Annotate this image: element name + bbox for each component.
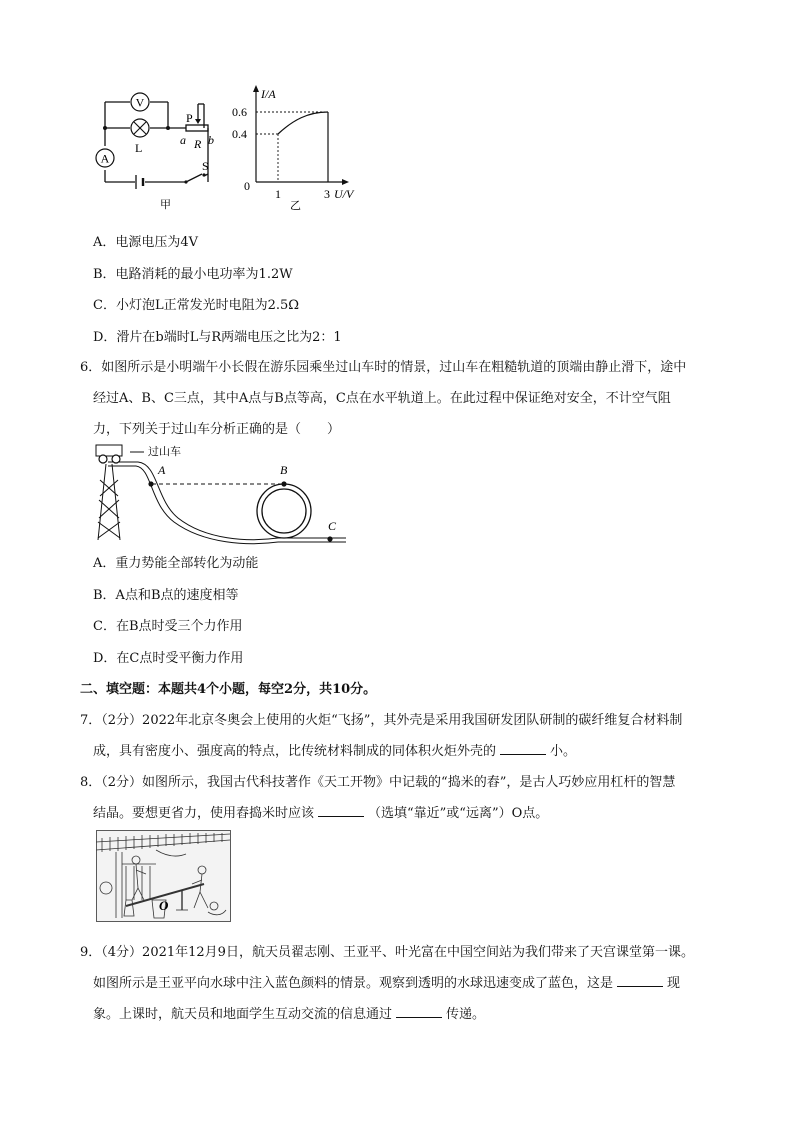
q8-line2	[93, 802, 548, 821]
q9-line3-after: 传递。	[446, 1007, 486, 1022]
switch-label: S	[202, 159, 209, 173]
point-a-label: A	[158, 463, 166, 477]
roller-car-label: 过山车	[148, 445, 181, 458]
end-b-label: b	[208, 133, 214, 147]
q9-line2-before: 如图所示是王亚平向水球中注入蓝色颜料的情景。观察到透明的水球迅速变成了蓝色，这是	[93, 976, 614, 991]
section2-title: 二、填空题：本题共4个小题，每空2分，共10分。	[80, 682, 377, 697]
q7-line1: 7．（2分）2022年北京冬奥会上使用的火炬“飞扬”，其外壳是采用我国研发团队研制的碳纤维复合材料制	[80, 713, 683, 728]
q8-line1: 8．（2分）如图所示，我国古代科技著作《天工开物》中记载的“捣米的舂”，是古人巧妙应用杠杆的智慧	[80, 775, 676, 790]
figure-yi-caption: 乙	[290, 200, 301, 212]
point-c-label: C	[328, 519, 337, 533]
q9-line2-after: 现	[667, 976, 681, 991]
graph-xlabel: U/V	[334, 187, 354, 201]
q6-option-c: C．在B点时受三个力作用	[93, 619, 243, 634]
q8-line2-after: （选填“靠近”或“远离”）O点。	[368, 806, 549, 821]
graph-xtick-3: 3	[324, 187, 330, 201]
circuit-diagram-jia	[90, 86, 220, 216]
resistor-label: R	[194, 137, 202, 151]
graph-ylabel: I/A	[261, 87, 276, 101]
q9-line3-before: 象。上课时，航天员和地面学生互动交流的信息通过	[93, 1007, 393, 1022]
graph-ytick-04: 0.4	[232, 127, 247, 141]
q7-line2-after: 小。	[550, 744, 577, 759]
q8-line2-before: 结晶。要想更省力，使用舂捣米时应该	[93, 806, 315, 821]
pivot-o-label: O	[159, 898, 169, 913]
q9-line2	[93, 972, 680, 991]
point-b-label: B	[280, 463, 288, 477]
q7-line2	[93, 740, 576, 759]
q9-line3	[93, 1003, 485, 1022]
voltmeter-label: V	[135, 95, 145, 110]
ammeter-label: A	[100, 151, 110, 166]
graph-origin: 0	[244, 179, 250, 193]
q6-stem-line3: 力，下列关于过山车分析正确的是（ ）	[93, 422, 341, 437]
q6-option-d: D．在C点时受平衡力作用	[93, 651, 244, 666]
roller-coaster-figure	[88, 440, 353, 550]
q5-option-a: A．电源电压为4V	[93, 235, 199, 250]
iu-graph-yi	[228, 82, 363, 212]
graph-ytick-06: 0.6	[232, 105, 247, 119]
q6-stem-line2: 经过A、B、C三点，其中A点与B点等高，C点在水平轨道上。在此过程中保证绝对安全，不计空气阻	[93, 391, 671, 406]
figure-jia-caption: 甲	[160, 199, 171, 211]
q6-stem-line1: 6．如图所示是小明端午小长假在游乐园乘坐过山车时的情景，过山车在粗糙轨道的顶端由静止滑下，途中	[80, 360, 687, 375]
q5-option-c: C．小灯泡L正常发光时电阻为2.5Ω	[93, 298, 300, 313]
q8-answer-blank[interactable]	[318, 805, 364, 817]
slider-label: P	[186, 111, 193, 125]
q6-option-a: A．重力势能全部转化为动能	[93, 556, 259, 571]
q9-answer-blank-2[interactable]	[396, 1006, 442, 1018]
q7-line2-before: 成，具有密度小、强度高的特点，比传统材料制成的同体积火炬外壳的	[93, 744, 497, 759]
q6-option-b: B．A点和B点的速度相等	[93, 588, 239, 603]
q5-option-d: D．滑片在b端时L与R两端电压之比为2：1	[93, 330, 342, 345]
graph-xtick-1: 1	[275, 187, 281, 201]
q5-option-b: B．电路消耗的最小电功率为1.2W	[93, 267, 293, 282]
mortar-pestle-illustration	[96, 830, 231, 922]
lamp-label: L	[135, 141, 143, 155]
q7-answer-blank[interactable]	[500, 743, 546, 755]
end-a-label: a	[180, 133, 186, 147]
q9-line1: 9．（4分）2021年12月9日，航天员翟志刚、王亚平、叶光富在中国空间站为我们带来了天宫课堂第一课。	[80, 945, 694, 960]
q9-answer-blank-1[interactable]	[617, 975, 663, 987]
